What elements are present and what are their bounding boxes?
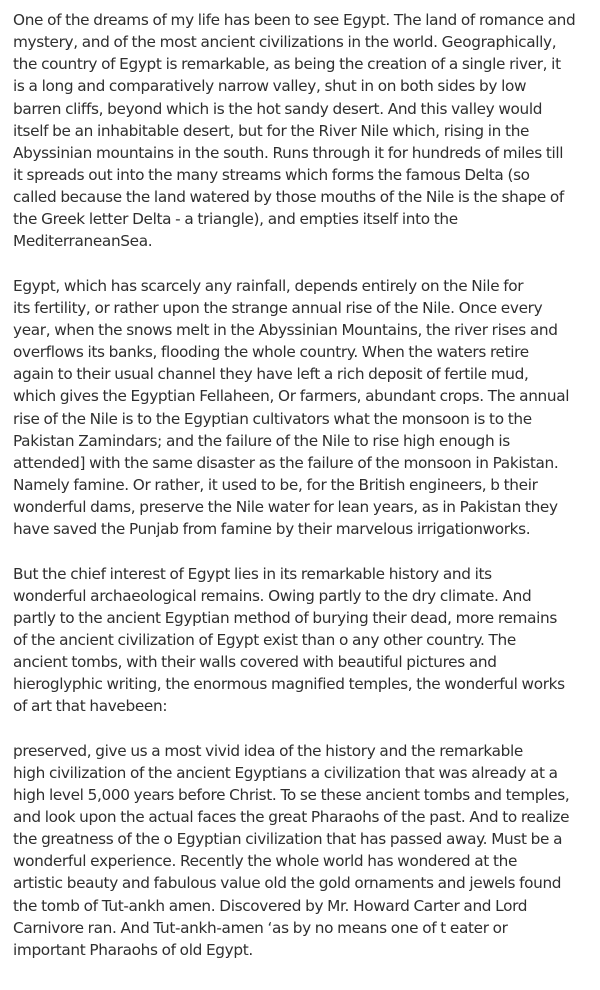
text-line: Carnivore ran. And Tut-ankh-amen ‘as by no means one of t eater or xyxy=(13,918,508,937)
paragraph-1 xyxy=(13,9,593,253)
text-line: which gives the Egyptian Fellaheen, Or farmers, abundant crops. The annual xyxy=(13,387,570,406)
text-line: the Greek letter Delta - a triangle), and empties itself into the xyxy=(13,210,458,229)
text-line: overflows its banks, flooding the whole country. When the waters retire xyxy=(13,343,529,362)
paragraph-4 xyxy=(13,740,593,961)
text-line: its fertility, or rather upon the strange annual rise of the Nile. Once every xyxy=(13,298,543,317)
text-line: the country of Egypt is remarkable, as being the creation of a single river, it xyxy=(13,55,561,74)
text-line: barren cliffs, beyond which is the hot sandy desert. And this valley would xyxy=(13,99,543,118)
text-line: the greatness of the o Egyptian civilization that has passed away. Must be a xyxy=(13,830,563,849)
text-line: attended] with the same disaster as the failure of the monsoon in Pakistan. xyxy=(13,453,559,472)
text-line: But the chief interest of Egypt lies in its remarkable history and its xyxy=(13,564,492,583)
text-line: Namely famine. Or rather, it used to be, for the British engineers, b their xyxy=(13,475,538,494)
document-page xyxy=(13,9,593,961)
text-line: of the ancient civilization of Egypt exist than o any other country. The xyxy=(13,630,516,649)
text-line: wonderful experience. Recently the whole world has wondered at the xyxy=(13,852,518,871)
text-line: is a long and comparatively narrow valley, shut in on both sides by low xyxy=(13,77,527,96)
paragraph-2 xyxy=(13,275,593,541)
text-line: of art that havebeen: xyxy=(13,697,168,716)
text-line: rise of the Nile is to the Egyptian cultivators what the monsoon is to the xyxy=(13,409,532,428)
text-line: important Pharaohs of old Egypt. xyxy=(13,940,253,959)
text-line: it spreads out into the many streams which forms the famous Delta (so xyxy=(13,165,530,184)
paragraph-gap xyxy=(13,253,593,275)
text-line: ancient tombs, with their walls covered with beautiful pictures and xyxy=(13,653,497,672)
text-line: high civilization of the ancient Egyptians a civilization that was already at a xyxy=(13,763,558,782)
text-line: have saved the Punjab from famine by their marvelous irrigationworks. xyxy=(13,520,531,539)
text-line: high level 5,000 years before Christ. To se these ancient tombs and temples, xyxy=(13,785,570,804)
text-line: hieroglyphic writing, the enormous magnified temples, the wonderful works xyxy=(13,675,565,694)
text-line: itself be an inhabitable desert, but for the River Nile which, rising in the xyxy=(13,121,530,140)
text-line: Egypt, which has scarcely any rainfall, depends entirely on the Nile for xyxy=(13,276,524,295)
paragraph-gap xyxy=(13,718,593,740)
text-line: MediterraneanSea. xyxy=(13,232,153,251)
text-line: called because the land watered by those mouths of the Nile is the shape of xyxy=(13,188,564,207)
text-line: mystery, and of the most ancient civilizations in the world. Geographically, xyxy=(13,33,557,52)
text-line: One of the dreams of my life has been to see Egypt. The land of romance and xyxy=(13,11,576,29)
paragraph-gap xyxy=(13,540,593,562)
text-line: and look upon the actual faces the great Pharaohs of the past. And to realize xyxy=(13,808,570,827)
text-line: Abyssinian mountains in the south. Runs through it for hundreds of miles till xyxy=(13,143,564,162)
text-line: again to their usual channel they have left a rich deposit of fertile mud, xyxy=(13,365,529,384)
text-line: partly to the ancient Egyptian method of burying their dead, more remains xyxy=(13,608,557,627)
text-line: preserved, give us a most vivid idea of the history and the remarkable xyxy=(13,741,523,760)
text-line: Pakistan Zamindars; and the failure of the Nile to rise high enough is xyxy=(13,431,510,450)
text-line: wonderful dams, preserve the Nile water for lean years, as in Pakistan they xyxy=(13,498,558,517)
text-line: year, when the snows melt in the Abyssinian Mountains, the river rises and xyxy=(13,320,558,339)
paragraph-3 xyxy=(13,563,593,718)
text-line: artistic beauty and fabulous value old the gold ornaments and jewels found xyxy=(13,874,562,893)
text-line: the tomb of Tut-ankh amen. Discovered by Mr. Howard Carter and Lord xyxy=(13,896,528,915)
text-line: wonderful archaeological remains. Owing partly to the dry climate. And xyxy=(13,586,532,605)
